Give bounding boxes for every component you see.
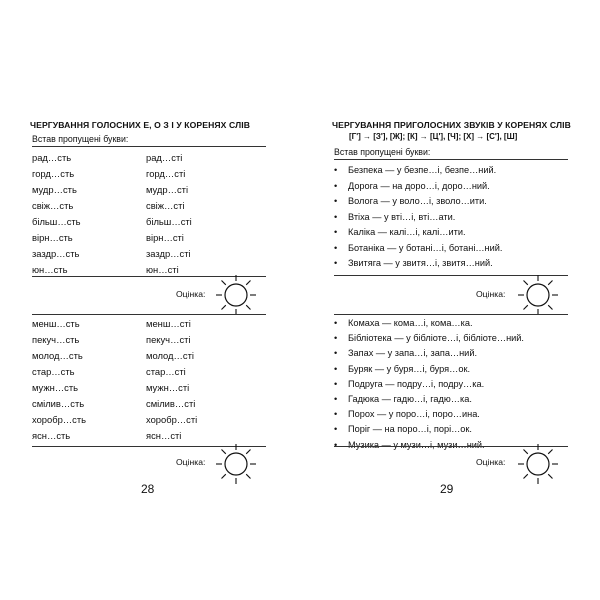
left-page-title: ЧЕРГУВАННЯ ГОЛОСНИХ Е, О З І У КОРЕНЯХ СЛІВ: [30, 120, 251, 130]
bullet-icon: •: [334, 333, 338, 344]
left-grade-label-2: Оцінка:: [176, 457, 206, 467]
list-item: [334, 424, 472, 434]
word-form: свіж…сті: [146, 200, 185, 211]
bullet-icon: •: [334, 348, 338, 359]
bullet-icon: •: [334, 394, 338, 404]
page-number-right: 29: [440, 482, 454, 496]
bullet-icon: •: [334, 227, 338, 237]
left-grade-label-1: Оцінка:: [176, 289, 206, 299]
bullet-icon: •: [334, 409, 338, 420]
word-base: молод…сть: [32, 350, 83, 361]
bullet-icon: •: [334, 318, 338, 328]
list-item-text: Комаха — кома…і, кома…ка.: [348, 318, 473, 328]
word-form: ясн…сті: [146, 430, 182, 441]
right-instruction: Встав пропущені букви:: [334, 147, 431, 157]
right-page-subtitle: [Г'] → [З'], [Ж]; [К] → [Ц'], [Ч]; [Х] → [С'], [Ш]: [349, 132, 518, 141]
list-item-text: Ботаніка — у ботані…і, ботані…ний.: [348, 242, 503, 253]
bullet-icon: •: [334, 242, 338, 253]
list-item: [334, 379, 484, 389]
word-form: юн…сті: [146, 264, 179, 275]
bullet-icon: •: [334, 180, 338, 191]
word-base: юн…сть: [32, 264, 68, 275]
right-grade-label-1: Оцінка:: [476, 289, 506, 299]
word-form: рад…сті: [146, 152, 183, 163]
word-base: смілив…сть: [32, 398, 85, 409]
word-form: більш…сті: [146, 216, 192, 227]
list-item: [334, 333, 524, 343]
word-base: стар…сть: [32, 366, 75, 377]
list-item: [334, 181, 490, 191]
word-form: стар…сті: [146, 366, 186, 377]
page-number-left: 28: [141, 482, 155, 496]
list-item-text: Гадюка — гадю…і, гадю…ка.: [348, 394, 472, 404]
list-item-text: Вологa — у воло…і, зволо…ити.: [348, 196, 487, 206]
list-item: [334, 364, 470, 374]
word-base: вірн…сть: [32, 232, 73, 243]
list-item: [334, 318, 473, 328]
list-item-text: Дорога — на доро…і, доро…ний.: [348, 180, 490, 191]
list-item-text: Звитяга — у звитя…і, звитя…ний.: [348, 258, 493, 268]
word-form: мудр…сті: [146, 184, 189, 195]
word-form: менш…сті: [146, 318, 191, 329]
word-base: мужн…сть: [32, 382, 79, 393]
list-item-text: Каліка — калі…і, калі…ити.: [348, 227, 466, 237]
word-base: рад…сть: [32, 152, 72, 163]
list-item: [334, 165, 496, 175]
bullet-icon: •: [334, 211, 338, 222]
word-form: молод…сті: [146, 350, 194, 361]
word-base: менш…сть: [32, 318, 80, 329]
list-item: [334, 227, 466, 237]
right-page: [300, 0, 600, 600]
right-page-title: ЧЕРГУВАННЯ ПРИГОЛОСНИХ ЗВУКІВ У КОРЕНЯХ СЛІВ: [332, 120, 571, 130]
word-base: горд…сть: [32, 168, 75, 179]
word-base: мудр…сть: [32, 184, 77, 195]
bullet-icon: •: [334, 378, 338, 389]
list-item: [334, 409, 480, 419]
right-grade-label-2: Оцінка:: [476, 457, 506, 467]
list-item-text: Подруга — подру…і, подру…ка.: [348, 378, 485, 389]
list-item: [334, 394, 472, 404]
bullet-icon: •: [334, 424, 338, 435]
list-item-text: Втіха — у вті…і, вті…ати.: [348, 211, 456, 222]
list-item: [334, 196, 487, 206]
sun-icon: [516, 442, 560, 486]
bullet-icon: •: [334, 258, 338, 268]
list-item-text: Музика — у музи…і, музи…ний.: [348, 439, 485, 450]
right-divider-mid2: [334, 314, 568, 315]
sun-icon: [214, 442, 258, 486]
sun-icon: [214, 273, 258, 317]
list-item-text: Порох — у поро…і, поро…ина.: [348, 409, 480, 420]
list-item-text: Поріг — на поро…і, порі…ок.: [348, 424, 472, 435]
list-item-text: Безпека — у безпе…і, безпе…ний.: [348, 165, 497, 175]
bullet-icon: •: [334, 165, 338, 175]
list-item-text: Запах — у запа…і, запа…ний.: [348, 348, 478, 359]
left-instruction: Встав пропущені букви:: [32, 134, 129, 144]
word-form: вірн…сті: [146, 232, 184, 243]
list-item-text: Буряк — у буря…і, буря…ок.: [348, 363, 471, 374]
sun-icon: [516, 273, 560, 317]
bullet-icon: •: [334, 363, 338, 374]
word-form: горд…сті: [146, 168, 186, 179]
word-base: заздр…сть: [32, 248, 80, 259]
bullet-icon: •: [334, 439, 338, 450]
left-divider-mid2: [32, 314, 266, 315]
list-item: [334, 348, 477, 358]
list-item: [334, 440, 485, 450]
word-base: ясн…сть: [32, 430, 71, 441]
word-form: мужн…сті: [146, 382, 190, 393]
word-form: смілив…сті: [146, 398, 196, 409]
right-divider-top: [334, 159, 568, 160]
list-item: [334, 212, 455, 222]
word-base: свіж…сть: [32, 200, 74, 211]
bullet-icon: •: [334, 196, 338, 206]
list-item: [334, 243, 502, 253]
word-form: заздр…сті: [146, 248, 191, 259]
word-base: пекуч…сть: [32, 334, 80, 345]
list-item: [334, 258, 493, 268]
left-divider-top: [32, 146, 266, 147]
word-base: хоробр…сть: [32, 414, 87, 425]
list-item-text: Бібліотека — у бібліоте…і, бібліоте…ний.: [348, 333, 524, 344]
word-form: хоробр…сті: [146, 414, 198, 425]
word-form: пекуч…сті: [146, 334, 191, 345]
word-base: більш…сть: [32, 216, 81, 227]
